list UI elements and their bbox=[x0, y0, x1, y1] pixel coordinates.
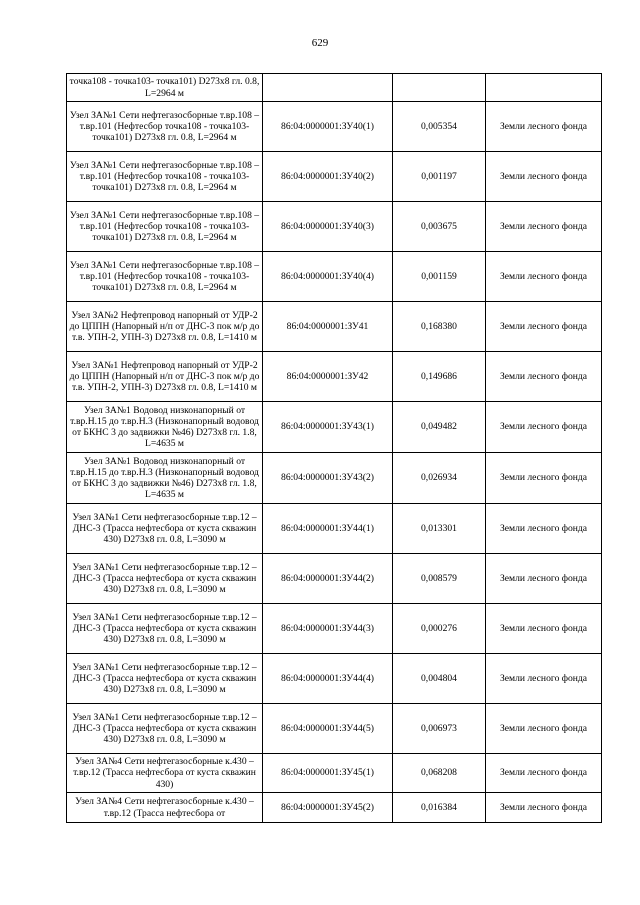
area-value: 0,005354 bbox=[393, 102, 486, 152]
table-row bbox=[67, 74, 602, 102]
object-description: Узел ЗА№1 Сети нефтегазосборные т.вр.12 – ДНС-3 (Трасса нефтесбора от куста скважин 430) D273х8 гл. 0.8, L=3090 м bbox=[67, 604, 263, 654]
land-category: Земли лесного фонда bbox=[486, 302, 602, 352]
area-value: 0,016384 bbox=[393, 793, 486, 823]
table-row bbox=[67, 654, 602, 704]
table-row bbox=[67, 252, 602, 302]
table-row bbox=[67, 202, 602, 252]
table-row bbox=[67, 152, 602, 202]
land-category: Земли лесного фонда bbox=[486, 554, 602, 604]
table-row bbox=[67, 102, 602, 152]
land-category: Земли лесного фонда bbox=[486, 402, 602, 453]
cadastral-number: 86:04:0000001:ЗУ43(1) bbox=[263, 402, 393, 453]
cadastral-number bbox=[263, 74, 393, 102]
land-category: Земли лесного фонда bbox=[486, 754, 602, 793]
table-row bbox=[67, 402, 602, 453]
land-category: Земли лесного фонда bbox=[486, 152, 602, 202]
cadastral-number: 86:04:0000001:ЗУ44(3) bbox=[263, 604, 393, 654]
cadastral-number: 86:04:0000001:ЗУ44(1) bbox=[263, 504, 393, 554]
object-description: Узел ЗА№1 Сети нефтегазосборные т.вр.12 – ДНС-3 (Трасса нефтесбора от куста скважин 430) D273х8 гл. 0.8, L=3090 м bbox=[67, 554, 263, 604]
area-value: 0,003675 bbox=[393, 202, 486, 252]
object-description: Узел ЗА№1 Сети нефтегазосборные т.вр.108 – т.вр.101 (Нефтесбор точка108 - точка103- точка101) D273х8 гл. 0.8, L=2964 м bbox=[67, 202, 263, 252]
table-row bbox=[67, 554, 602, 604]
object-description: Узел ЗА№1 Сети нефтегазосборные т.вр.12 – ДНС-3 (Трасса нефтесбора от куста скважин 430) D273х8 гл. 0.8, L=3090 м bbox=[67, 704, 263, 754]
table-row bbox=[67, 453, 602, 504]
land-category: Земли лесного фонда bbox=[486, 604, 602, 654]
table-row bbox=[67, 504, 602, 554]
land-category: Земли лесного фонда bbox=[486, 504, 602, 554]
table-row bbox=[67, 704, 602, 754]
table-row bbox=[67, 754, 602, 793]
land-category: Земли лесного фонда bbox=[486, 704, 602, 754]
object-description: Узел ЗА№1 Нефтепровод напорный от УДР-2 до ЦППН (Напорный н/п от ДНС-3 пок м/р до т.в. УПН-2, УПН-3) D273х8 гл. 0.8, L=1410 м bbox=[67, 352, 263, 402]
land-category: Земли лесного фонда bbox=[486, 453, 602, 504]
object-description: Узел ЗА№1 Сети нефтегазосборные т.вр.108 – т.вр.101 (Нефтесбор точка108 - точка103- точка101) D273х8 гл. 0.8, L=2964 м bbox=[67, 252, 263, 302]
land-category bbox=[486, 74, 602, 102]
area-value: 0,008579 bbox=[393, 554, 486, 604]
object-description: Узел ЗА№1 Водовод низконапорный от т.вр.Н.15 до т.вр.Н.3 (Низконапорный водовод от БКНС 3 до задвижки №46) D273х8 гл. 1.8, L=4635 м bbox=[67, 453, 263, 504]
area-value: 0,000276 bbox=[393, 604, 486, 654]
land-category: Земли лесного фонда bbox=[486, 352, 602, 402]
object-description: Узел ЗА№1 Сети нефтегазосборные т.вр.108 – т.вр.101 (Нефтесбор точка108 - точка103- точка101) D273х8 гл. 0.8, L=2964 м bbox=[67, 102, 263, 152]
object-description: Узел ЗА№4 Сети нефтегазосборные к.430 – т.вр.12 (Трасса нефтесбора от bbox=[67, 793, 263, 823]
area-value: 0,004804 bbox=[393, 654, 486, 704]
area-value: 0,001159 bbox=[393, 252, 486, 302]
area-value: 0,006973 bbox=[393, 704, 486, 754]
object-description: точка108 - точка103- точка101) D273х8 гл. 0.8, L=2964 м bbox=[67, 74, 263, 102]
area-value: 0,168380 bbox=[393, 302, 486, 352]
cadastral-number: 86:04:0000001:ЗУ40(3) bbox=[263, 202, 393, 252]
table-row bbox=[67, 302, 602, 352]
area-value: 0,149686 bbox=[393, 352, 486, 402]
land-category: Земли лесного фонда bbox=[486, 252, 602, 302]
object-description: Узел ЗА№2 Нефтепровод напорный от УДР-2 до ЦППН (Напорный н/п от ДНС-3 пок м/р до т.в. УПН-2, УПН-3) D273х8 гл. 0.8, L=1410 м bbox=[67, 302, 263, 352]
cadastral-number: 86:04:0000001:ЗУ44(2) bbox=[263, 554, 393, 604]
area-value: 0,026934 bbox=[393, 453, 486, 504]
cadastral-number: 86:04:0000001:ЗУ41 bbox=[263, 302, 393, 352]
page-number: 629 bbox=[311, 37, 329, 49]
area-value bbox=[393, 74, 486, 102]
object-description: Узел ЗА№1 Сети нефтегазосборные т.вр.12 – ДНС-3 (Трасса нефтесбора от куста скважин 430) D273х8 гл. 0.8, L=3090 м bbox=[67, 654, 263, 704]
object-description: Узел ЗА№1 Сети нефтегазосборные т.вр.108 – т.вр.101 (Нефтесбор точка108 - точка103- точка101) D273х8 гл. 0.8, L=2964 м bbox=[67, 152, 263, 202]
area-value: 0,049482 bbox=[393, 402, 486, 453]
cadastral-number: 86:04:0000001:ЗУ40(4) bbox=[263, 252, 393, 302]
area-value: 0,013301 bbox=[393, 504, 486, 554]
cadastral-number: 86:04:0000001:ЗУ45(2) bbox=[263, 793, 393, 823]
cadastral-number: 86:04:0000001:ЗУ44(4) bbox=[263, 654, 393, 704]
cadastral-number: 86:04:0000001:ЗУ43(2) bbox=[263, 453, 393, 504]
area-value: 0,001197 bbox=[393, 152, 486, 202]
area-value: 0,068208 bbox=[393, 754, 486, 793]
table-row bbox=[67, 793, 602, 823]
cadastral-number: 86:04:0000001:ЗУ40(2) bbox=[263, 152, 393, 202]
cadastral-number: 86:04:0000001:ЗУ44(5) bbox=[263, 704, 393, 754]
object-description: Узел ЗА№4 Сети нефтегазосборные к.430 – т.вр.12 (Трасса нефтесбора от куста скважин 430) bbox=[67, 754, 263, 793]
cadastral-number: 86:04:0000001:ЗУ40(1) bbox=[263, 102, 393, 152]
land-plots-table bbox=[66, 73, 602, 823]
cadastral-number: 86:04:0000001:ЗУ42 bbox=[263, 352, 393, 402]
land-category: Земли лесного фонда bbox=[486, 654, 602, 704]
land-category: Земли лесного фонда bbox=[486, 102, 602, 152]
table-row bbox=[67, 352, 602, 402]
table-row bbox=[67, 604, 602, 654]
cadastral-number: 86:04:0000001:ЗУ45(1) bbox=[263, 754, 393, 793]
land-category: Земли лесного фонда bbox=[486, 793, 602, 823]
land-category: Земли лесного фонда bbox=[486, 202, 602, 252]
object-description: Узел ЗА№1 Сети нефтегазосборные т.вр.12 – ДНС-3 (Трасса нефтесбора от куста скважин 430) D273х8 гл. 0.8, L=3090 м bbox=[67, 504, 263, 554]
object-description: Узел ЗА№1 Водовод низконапорный от т.вр.Н.15 до т.вр.Н.3 (Низконапорный водовод от БКНС 3 до задвижки №46) D273х8 гл. 1.8, L=4635 м bbox=[67, 402, 263, 453]
